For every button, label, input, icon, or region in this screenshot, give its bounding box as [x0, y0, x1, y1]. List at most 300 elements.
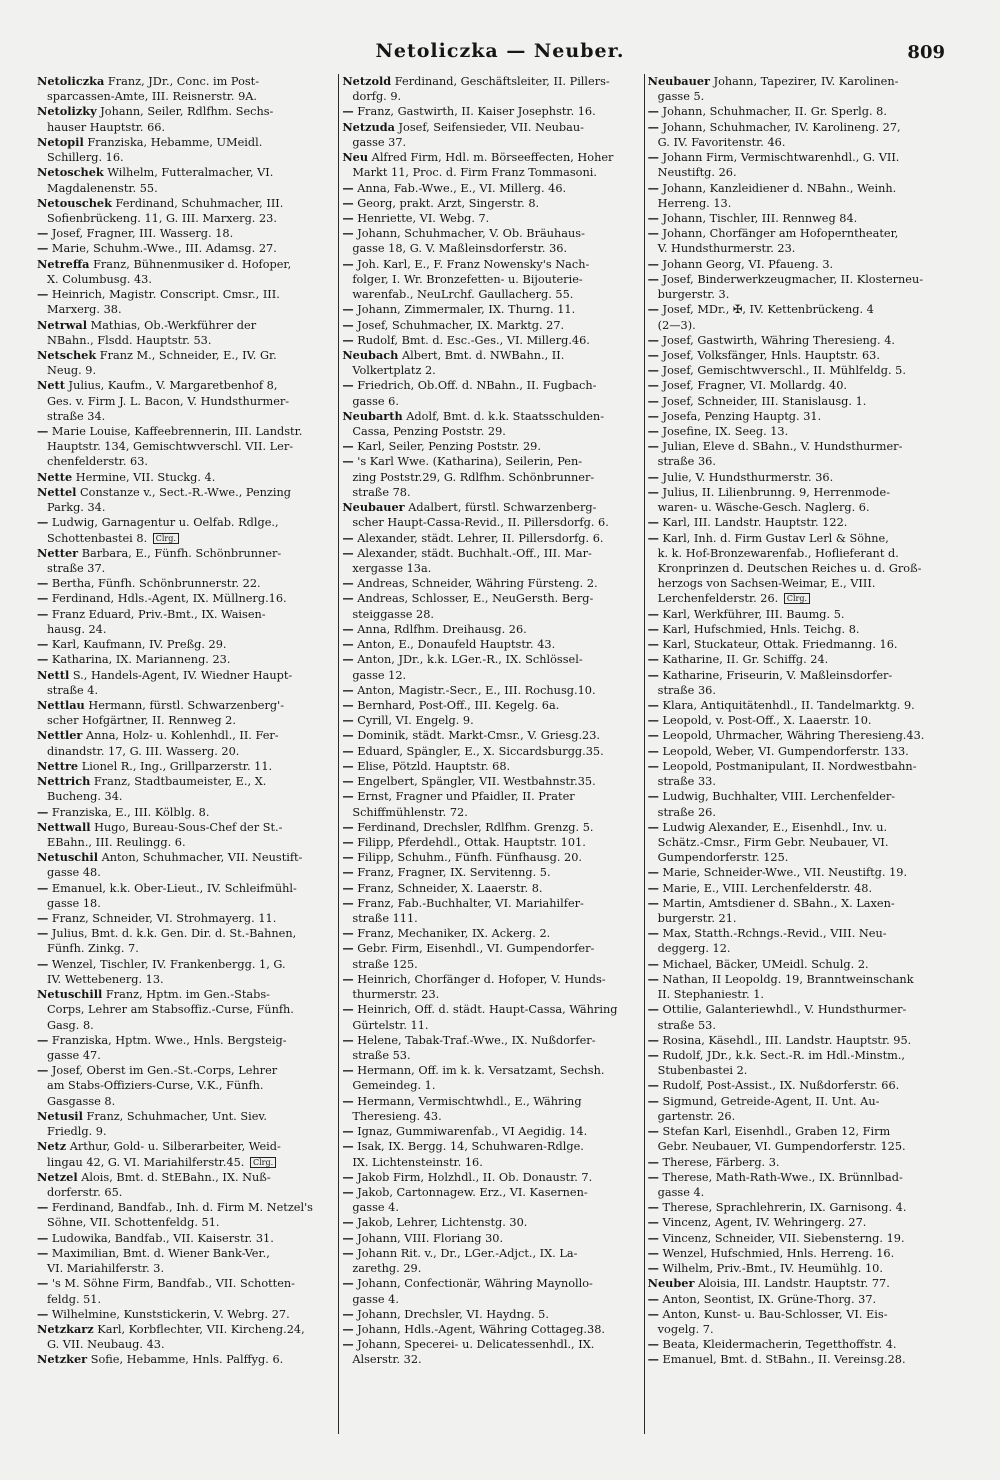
entry-headword: — — [647, 424, 659, 439]
entry-text: Filipp, Pferdehdl., Ottak. Hauptstr. 101. — [357, 835, 586, 849]
entry-text: Johann, Chorfänger am Hofoperntheater, — [662, 227, 899, 241]
entry-text: scher Hofgärtner, II. Rennweg 2. — [47, 714, 236, 728]
directory-entry — [342, 1322, 640, 1337]
entry-line-continued — [37, 561, 335, 576]
directory-entry — [37, 74, 335, 104]
entry-line-continued — [37, 1048, 335, 1063]
entry-text: Alexander, städt. Lehrer, II. Pillersdorfg. 6. — [357, 531, 604, 545]
entry-line-first — [37, 728, 335, 743]
entry-line-continued — [648, 135, 946, 150]
directory-entry — [37, 104, 335, 134]
entry-headword: — — [647, 758, 659, 773]
entry-headword: Netzel — [37, 1169, 78, 1184]
entry-text: Johann, VIII. Floriang 30. — [357, 1231, 504, 1245]
entry-headword: — — [37, 515, 49, 530]
entry-text: lingau 42, G. VI. Mariahilferstr.45. — [47, 1155, 248, 1169]
entry-headword: — — [647, 1291, 659, 1306]
directory-entry — [342, 881, 640, 896]
directory-entry — [37, 470, 335, 485]
entry-text: xergasse 13a. — [352, 562, 432, 575]
entry-line-first — [342, 546, 640, 561]
entry-line-first — [648, 424, 946, 439]
directory-entry — [648, 1337, 946, 1352]
entry-headword: — — [647, 971, 659, 986]
entry-headword: — — [647, 393, 659, 408]
entry-text: folger, I. Wr. Bronzefetten- u. Bijouterie- — [352, 272, 583, 286]
entry-line-first — [648, 1002, 946, 1017]
entry-headword: — — [37, 652, 49, 667]
directory-entry — [342, 896, 640, 926]
entry-line-continued — [342, 607, 640, 622]
column-1 — [34, 74, 338, 1434]
entry-text: Michael, Bäcker, UMeidl. Schulg. 2. — [662, 957, 869, 971]
entry-text: Hauptstr. 134, Gemischtwverschl. VII. Ler- — [47, 440, 294, 454]
entry-text: Herreng. 13. — [657, 196, 732, 210]
entry-text: Nathan, II Leopoldg. 19, Branntweinschank — [662, 972, 914, 986]
directory-entry — [648, 789, 946, 819]
entry-text: Max, Statth.-Rchngs.-Revid., VIII. Neu- — [662, 927, 887, 941]
entry-text: Josef, Gastwirth, Währing Theresieng. 4. — [662, 333, 895, 347]
entry-text: Anton, Schuhmacher, VII. Neustift- — [101, 851, 303, 865]
entry-headword: — — [647, 347, 659, 362]
entry-text: Katharine, II. Gr. Schiffg. 24. — [662, 653, 829, 667]
entry-text: Therese, Sprachlehrerin, IX. Garnisong. 4. — [662, 1201, 907, 1215]
entry-text: Heinrich, Off. d. städt. Haupt-Cassa, Währing — [357, 1003, 618, 1017]
entry-headword: — — [342, 941, 354, 956]
entry-text: gasse 48. — [47, 866, 101, 880]
directory-entry — [342, 637, 640, 652]
directory-entry — [648, 1246, 946, 1261]
directory-entry — [342, 181, 640, 196]
directory-entry — [342, 698, 640, 713]
entry-headword: Netuschil — [37, 850, 98, 865]
directory-entry — [37, 881, 335, 911]
entry-headword: — — [342, 697, 354, 712]
entry-line-continued — [37, 302, 335, 317]
directory-entry — [648, 150, 946, 180]
directory-entry — [342, 1124, 640, 1139]
entry-text: Franz, Schuhmacher, Unt. Siev. — [86, 1109, 268, 1123]
directory-entry — [342, 1002, 640, 1032]
entry-headword: — — [647, 378, 659, 393]
entry-text: Jakob, Cartonnagew. Erz., VI. Kasernen- — [357, 1185, 588, 1199]
entry-line-first — [342, 120, 640, 135]
entry-line-first — [648, 257, 946, 272]
entry-line-continued — [37, 1155, 335, 1170]
entry-text: gartenstr. 26. — [657, 1109, 736, 1123]
entry-line-first — [648, 378, 946, 393]
directory-entry — [648, 226, 946, 256]
entry-line-continued — [37, 1215, 335, 1230]
entry-text: Johann, Seiler, Rdlfhm. Sechs- — [100, 105, 274, 119]
entry-text: Katharine, Friseurin, V. Maßleinsdorfer- — [662, 668, 893, 682]
directory-entry — [37, 850, 335, 880]
entry-headword: — — [37, 1306, 49, 1321]
entry-headword: — — [342, 226, 354, 241]
directory-entry — [342, 531, 640, 546]
entry-line-first — [342, 1185, 640, 1200]
directory-entry — [342, 226, 640, 256]
entry-text: Josef, Seifensieder, VII. Neubau- — [398, 120, 584, 134]
entry-headword: — — [342, 1063, 354, 1078]
entry-line-continued — [37, 211, 335, 226]
entry-headword: — — [342, 180, 354, 195]
entry-line-continued — [342, 1018, 640, 1033]
entry-line-first — [37, 165, 335, 180]
entry-line-first — [648, 713, 946, 728]
directory-entry — [648, 637, 946, 652]
directory-entry — [342, 439, 640, 454]
entry-headword: — — [37, 1245, 49, 1260]
entry-line-first — [342, 698, 640, 713]
entry-line-first — [648, 1200, 946, 1215]
entry-text: Stubenbastei 2. — [657, 1064, 748, 1078]
entry-line-continued — [342, 1048, 640, 1063]
entry-text: Ernst, Fragner und Pfaidler, II. Prater — [357, 790, 575, 804]
directory-entry — [648, 257, 946, 272]
entry-line-first — [648, 363, 946, 378]
directory-entry — [342, 302, 640, 317]
entry-text: Jakob, Lehrer, Lichtenstg. 30. — [357, 1216, 528, 1230]
directory-entry — [648, 485, 946, 515]
entry-line-first — [342, 257, 640, 272]
entry-line-first — [342, 744, 640, 759]
entry-headword: — — [647, 880, 659, 895]
entry-headword: — — [647, 226, 659, 241]
entry-headword: Nettre — [37, 758, 79, 773]
entry-line-first — [648, 470, 946, 485]
entry-line-continued — [37, 531, 335, 546]
directory-entry — [37, 485, 335, 515]
entry-line-first — [648, 1124, 946, 1139]
entry-text: dorferstr. 65. — [47, 1185, 123, 1199]
entry-headword: Netoschek — [37, 165, 104, 180]
entry-line-first — [37, 1109, 335, 1124]
entry-text: Leopold, v. Post-Off., X. Laaerstr. 10. — [662, 714, 872, 728]
entry-headword: — — [647, 743, 659, 758]
directory-entry — [37, 1170, 335, 1200]
entry-text: Wenzel, Tischler, IV. Frankenbergg. 1, G. — [51, 957, 286, 971]
directory-entry — [648, 439, 946, 469]
entry-headword: Netzkarz — [37, 1321, 94, 1336]
entry-headword: — — [37, 576, 49, 591]
directory-entry — [37, 318, 335, 348]
entry-text: Ferdinand, Schuhmacher, III. — [115, 196, 284, 210]
directory-entry — [37, 135, 335, 165]
entry-text: Julius, Bmt. d. k.k. Gen. Dir. d. St.-Bahnen, — [51, 927, 297, 941]
entry-line-first — [342, 576, 640, 591]
entry-text: X. Columbusg. 43. — [47, 272, 152, 286]
directory-entry — [342, 972, 640, 1002]
directory-entry — [37, 805, 335, 820]
entry-text: Henriette, VI. Webg. 7. — [357, 211, 490, 225]
entry-headword: — — [342, 210, 354, 225]
directory-entry — [37, 1322, 335, 1352]
entry-headword: — — [647, 180, 659, 195]
entry-headword: — — [647, 819, 659, 834]
entry-headword: — — [647, 652, 659, 667]
entry-headword: — — [647, 302, 659, 317]
directory-entry — [37, 987, 335, 1033]
directory-entry — [37, 576, 335, 591]
entry-text: Ignaz, Gummiwarenfab., VI Aegidig. 14. — [357, 1125, 588, 1139]
directory-entry — [342, 1033, 640, 1063]
entry-line-continued — [648, 1139, 946, 1154]
entry-headword: — — [342, 834, 354, 849]
entry-text: Karl, Kaufmann, IV. Preßg. 29. — [51, 638, 227, 652]
entry-headword: Netz — [37, 1139, 67, 1154]
entry-text: Franz, Bühnenmusiker d. Hofoper, — [93, 257, 292, 271]
entry-headword: Nett — [37, 378, 65, 393]
entry-line-first — [37, 1246, 335, 1261]
entry-headword: — — [37, 637, 49, 652]
directory-entry — [342, 865, 640, 880]
directory-entry — [342, 850, 640, 865]
clrg-marker: Clrg. — [250, 1157, 276, 1168]
entry-text: Vincenz, Agent, IV. Wehringerg. 27. — [662, 1216, 867, 1230]
entry-text: Wenzel, Hufschmied, Hnls. Herreng. 16. — [662, 1246, 895, 1260]
entry-text: gasse 47. — [47, 1049, 101, 1062]
entry-text: Neustiftg. 26. — [657, 166, 737, 180]
entry-headword: — — [342, 195, 354, 210]
entry-line-first — [37, 1063, 335, 1078]
entry-line-continued — [37, 1261, 335, 1276]
entry-text: IV. Wettebenerg. 13. — [47, 972, 164, 986]
directory-entry — [648, 1033, 946, 1048]
entry-line-first — [37, 257, 335, 272]
directory-entry — [648, 698, 946, 713]
entry-line-first — [648, 698, 946, 713]
entry-headword: — — [342, 302, 354, 317]
entry-line-first — [342, 896, 640, 911]
entry-line-first — [37, 546, 335, 561]
entry-line-first — [342, 789, 640, 804]
entry-headword: — — [342, 1306, 354, 1321]
entry-headword: Nettlau — [37, 697, 85, 712]
entry-line-first — [342, 820, 640, 835]
entry-text: Joh. Karl, E., F. Franz Nowensky's Nach- — [357, 257, 590, 271]
entry-text: Andreas, Schneider, Währing Fürsteng. 2. — [357, 577, 598, 591]
entry-line-first — [648, 622, 946, 637]
entry-text: gasse 4. — [352, 1201, 399, 1215]
entry-text: Rudolf, Bmt. d. Esc.-Ges., VI. Millerg.46. — [357, 333, 590, 347]
entry-headword: — — [647, 271, 659, 286]
entry-line-first — [342, 302, 640, 317]
entry-line-continued — [37, 454, 335, 469]
entry-headword: — — [647, 926, 659, 941]
entry-text: Franz, JDr., Conc. im Post- — [107, 75, 260, 88]
entry-text: Hermann, Off. im k. k. Versatzamt, Sechsh. — [357, 1064, 605, 1078]
entry-line-first — [342, 74, 640, 89]
entry-line-first — [37, 1200, 335, 1215]
directory-entry — [342, 211, 640, 226]
directory-entry — [648, 1124, 946, 1154]
entry-line-continued — [37, 363, 335, 378]
entry-text: Franziska, Hptm. Wwe., Hnls. Bergsteig- — [51, 1033, 287, 1047]
entry-text: Anton, Seontist, IX. Grüne-Thorg. 37. — [662, 1292, 877, 1306]
entry-text: Elise, Pötzld. Hauptstr. 68. — [357, 759, 511, 773]
entry-headword: — — [342, 1245, 354, 1260]
entry-text: Franz, Stadtbaumeister, E., X. — [93, 775, 267, 789]
entry-line-first — [648, 789, 946, 804]
entry-line-first — [648, 439, 946, 454]
entry-text: gasse 4. — [352, 1292, 399, 1306]
entry-text: Ferdinand, Bandfab., Inh. d. Firm M. Netzel's — [51, 1201, 313, 1215]
entry-line-continued — [648, 941, 946, 956]
entry-line-first — [342, 637, 640, 652]
directory-entry — [37, 257, 335, 287]
entry-line-continued — [37, 1185, 335, 1200]
entry-text: Jakob Firm, Holzhdl., II. Ob. Donaustr. 7. — [357, 1170, 593, 1184]
entry-line-first — [648, 637, 946, 652]
entry-line-first — [648, 1170, 946, 1185]
entry-line-first — [37, 668, 335, 683]
page-header — [0, 40, 1000, 74]
entry-headword: — — [647, 956, 659, 971]
entry-line-first — [648, 1307, 946, 1322]
entry-text: hausg. 24. — [47, 622, 107, 636]
entry-headword: — — [342, 682, 354, 697]
entry-text: Wilhelmine, Kunststickerin, V. Webrg. 27. — [51, 1307, 290, 1321]
entry-line-first — [342, 652, 640, 667]
entry-text: Johann, Schuhmacher, V. Ob. Bräuhaus- — [357, 227, 585, 241]
directory-entry — [648, 1155, 946, 1170]
entry-headword: — — [37, 226, 49, 241]
entry-text: straße 36. — [657, 683, 716, 697]
entry-text: Josefa, Penzing Hauptg. 31. — [662, 409, 822, 423]
entry-line-first — [342, 683, 640, 698]
entry-line-first — [342, 1124, 640, 1139]
entry-headword: — — [342, 850, 354, 865]
entry-headword: Netopil — [37, 134, 84, 149]
entry-text: Rosina, Käsehdl., III. Landstr. Hauptstr. 95. — [662, 1033, 912, 1047]
entry-headword: — — [647, 1230, 659, 1245]
entry-text: gasse 12. — [352, 668, 407, 682]
entry-headword: — — [37, 1063, 49, 1078]
directory-entry — [342, 500, 640, 530]
directory-entry — [342, 713, 640, 728]
entry-line-continued — [37, 1078, 335, 1093]
entry-text: Magdalenenstr. 55. — [47, 181, 158, 195]
entry-text: Johann Rit. v., Dr., LGer.-Adjct., IX. La- — [357, 1246, 578, 1260]
entry-headword: — — [342, 1093, 354, 1108]
entry-text: Karl, Korbflechter, VII. Kircheng.24, — [97, 1322, 305, 1336]
entry-headword: — — [647, 1078, 659, 1093]
directory-entry — [342, 728, 640, 743]
entry-text: Alserstr. 32. — [352, 1353, 422, 1367]
entry-text: 's Karl Wwe. (Katharina), Seilerin, Pen- — [357, 455, 583, 469]
entry-text: Therese, Färberg. 3. — [662, 1155, 780, 1169]
entry-line-first — [648, 226, 946, 241]
directory-entry — [648, 668, 946, 698]
entry-text: Johann, Tischler, III. Rennweg 84. — [662, 211, 858, 225]
entry-text: Gemeindeg. 1. — [352, 1079, 436, 1093]
entry-line-first — [648, 1078, 946, 1093]
entry-line-first — [37, 957, 335, 972]
entry-text: Engelbert, Spängler, VII. Westbahnstr.35. — [357, 775, 596, 789]
entry-text: II. Stephaniestr. 1. — [657, 988, 765, 1002]
entry-line-first — [342, 1139, 640, 1154]
entry-text: Cassa, Penzing Poststr. 29. — [352, 425, 506, 439]
entry-line-first — [37, 698, 335, 713]
entry-headword: — — [37, 424, 49, 439]
directory-entry — [342, 1215, 640, 1230]
entry-headword: Nettrich — [37, 774, 91, 789]
directory-entry — [648, 1292, 946, 1307]
entry-line-continued — [37, 89, 335, 104]
entry-headword: — — [342, 713, 354, 728]
entry-text: 's M. Söhne Firm, Bandfab., VII. Schotten- — [51, 1277, 295, 1291]
entry-line-continued — [37, 1337, 335, 1352]
entry-text: Rudolf, JDr., k.k. Sect.-R. im Hdl.-Minstm., — [662, 1049, 906, 1062]
entry-line-continued — [342, 470, 640, 485]
entry-line-continued — [37, 865, 335, 880]
entry-line-first — [342, 1231, 640, 1246]
entry-text: Josefine, IX. Seeg. 13. — [662, 425, 789, 439]
entry-headword: — — [342, 743, 354, 758]
entry-text: Hugo, Bureau-Sous-Chef der St.- — [94, 820, 283, 834]
entry-text: gasse 6. — [352, 394, 399, 408]
entry-text: Kronprinzen d. Deutschen Reiches u. d. Groß- — [657, 562, 922, 575]
entry-headword: — — [342, 1337, 354, 1352]
directory-entry — [37, 1063, 335, 1109]
entry-line-first — [648, 272, 946, 287]
entry-headword: — — [647, 484, 659, 499]
entry-headword: — — [647, 1032, 659, 1047]
entry-line-continued — [37, 941, 335, 956]
directory-entry — [342, 835, 640, 850]
directory-entry — [648, 1231, 946, 1246]
entry-headword: — — [342, 865, 354, 880]
entry-line-first — [37, 774, 335, 789]
entry-line-continued — [648, 591, 946, 606]
entry-text: Johann, Zimmermaler, IX. Thurng. 11. — [357, 303, 576, 317]
entry-text: Gebr. Firm, Eisenhdl., VI. Gumpendorfer- — [357, 942, 595, 956]
entry-text: Anton, Magistr.-Secr., E., III. Rochusg.10. — [357, 683, 596, 697]
entry-text: VI. Mariahilferstr. 3. — [47, 1262, 165, 1276]
entry-line-continued — [37, 333, 335, 348]
directory-entry — [648, 378, 946, 393]
entry-text: Ludwig Alexander, E., Eisenhdl., Inv. u. — [662, 820, 888, 834]
entry-line-continued — [342, 394, 640, 409]
entry-text: Parkg. 34. — [47, 501, 106, 515]
entry-line-first — [648, 181, 946, 196]
directory-entry — [342, 774, 640, 789]
directory-entry — [37, 1200, 335, 1230]
entry-line-first — [342, 1276, 640, 1291]
directory-entry — [648, 531, 946, 607]
entry-text: Franz, Hptm. im Gen.-Stabs- — [105, 988, 270, 1002]
entry-headword: — — [37, 241, 49, 256]
entry-headword: — — [37, 591, 49, 606]
entry-text: straße 37. — [47, 562, 106, 575]
entry-headword: Netusil — [37, 1108, 83, 1123]
entry-text: dinandstr. 17, G. III. Wasserg. 20. — [47, 744, 240, 758]
entry-line-continued — [648, 561, 946, 576]
entry-line-first — [342, 1337, 640, 1352]
entry-headword: — — [342, 530, 354, 545]
entry-line-continued — [648, 500, 946, 515]
entry-line-first — [37, 287, 335, 302]
directory-entry — [37, 226, 335, 241]
entry-line-first — [342, 1033, 640, 1048]
entry-text: Johann, Specerei- u. Delicatessenhdl., IX. — [357, 1338, 595, 1352]
entry-line-first — [37, 652, 335, 667]
entry-text: vogelg. 7. — [657, 1322, 714, 1336]
directory-entry — [37, 926, 335, 956]
entry-text: Andreas, Schlosser, E., NeuGersth. Berg- — [357, 592, 594, 606]
entry-text: Josef, Binderwerkzeugmacher, II. Klosterneu- — [662, 272, 924, 286]
